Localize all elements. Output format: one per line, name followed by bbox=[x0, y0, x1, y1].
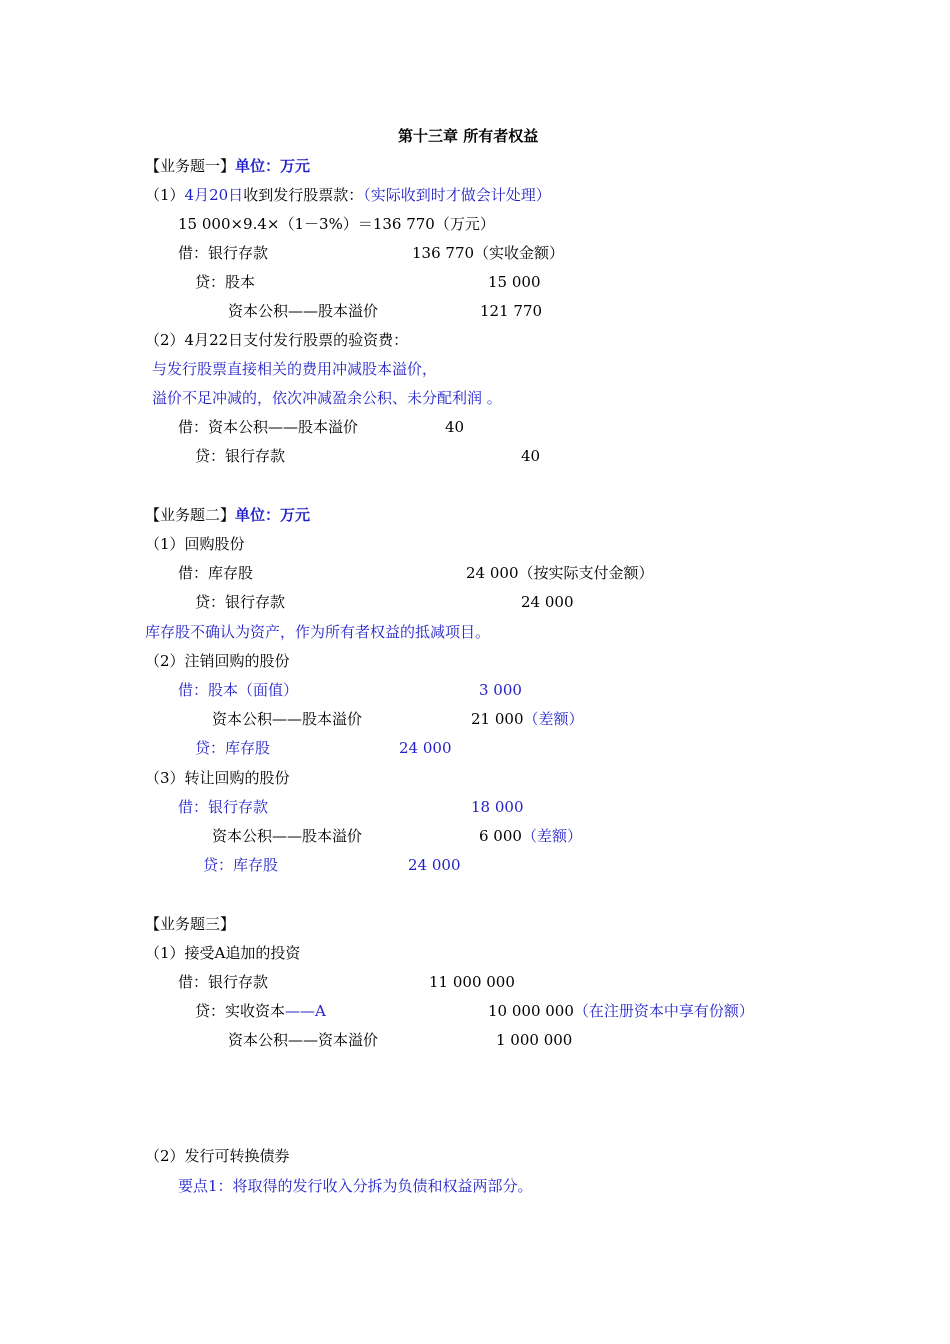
q1-item-1 bbox=[145, 185, 551, 205]
q1-entry2-debit-amount: 40 bbox=[445, 418, 465, 436]
q1-item-1-date: 4月20日 bbox=[184, 186, 244, 204]
q1-entry1-debit-label: 借：银行存款 bbox=[178, 244, 269, 262]
q1-entry1-credit1-label: 贷：股本 bbox=[195, 273, 256, 291]
q3-entry1-credit2-amount: 1 000 000 bbox=[496, 1031, 573, 1049]
q1-item-1-number: （1） bbox=[145, 186, 185, 204]
q2-header-unit: 单位：万元 bbox=[235, 506, 311, 524]
q1-note-2: 溢价不足冲减的，依次冲减盈余公积、未分配利润 。 bbox=[152, 389, 502, 407]
q2-entry3-debit2-value: 6 000 bbox=[479, 827, 522, 845]
q2-entry2-debit-amount: 3 000 bbox=[479, 681, 522, 699]
q1-header-unit: 单位：万元 bbox=[235, 157, 311, 175]
q3-entry1-debit-label: 借：银行存款 bbox=[178, 973, 269, 991]
q1-entry2-credit-label: 贷：银行存款 bbox=[195, 447, 286, 465]
q1-calculation: 15 000×9.4×（1－3%）＝136 770（万元） bbox=[178, 215, 495, 233]
q3-entry1-debit-amount: 11 000 000 bbox=[429, 973, 515, 991]
q1-entry1-credit2-label: 资本公积——股本溢价 bbox=[228, 302, 379, 320]
q3-point-1: 要点1：将取得的发行收入分拆为负债和权益两部分。 bbox=[178, 1177, 533, 1195]
q2-entry3-credit-label: 贷：库存股 bbox=[203, 856, 279, 874]
q2-entry3-debit-label: 借：银行存款 bbox=[178, 798, 269, 816]
q2-entry1-debit-amount: 24 000（按实际支付金额） bbox=[466, 564, 654, 582]
q2-item-1: （1）回购股份 bbox=[145, 535, 245, 553]
q1-entry1-credit1-amount: 15 000 bbox=[488, 273, 541, 291]
q1-header-bracket: 【业务题一】 bbox=[145, 157, 236, 175]
q2-item-2: （2）注销回购的股份 bbox=[145, 652, 290, 670]
q2-entry2-debit2-value: 21 000 bbox=[471, 710, 524, 728]
q2-header bbox=[145, 505, 310, 525]
q3-item-2: （2）发行可转换债券 bbox=[145, 1147, 290, 1165]
q3-header: 【业务题三】 bbox=[145, 915, 236, 933]
q1-item-1-text: 收到发行股票款： bbox=[243, 186, 364, 204]
q2-note: 库存股不确认为资产，作为所有者权益的抵减项目。 bbox=[145, 623, 491, 641]
q2-header-bracket: 【业务题二】 bbox=[145, 506, 236, 524]
q3-entry1-credit1-note: （在注册资本中享有份额） bbox=[573, 1002, 754, 1020]
q1-item-1-note: （实际收到时才做会计处理） bbox=[363, 186, 551, 204]
q2-entry2-credit-amount: 24 000 bbox=[399, 739, 452, 757]
q2-entry1-debit-label: 借：库存股 bbox=[178, 564, 254, 582]
q1-header bbox=[145, 156, 310, 176]
q1-entry2-debit-label: 借：资本公积——股本溢价 bbox=[178, 418, 359, 436]
q3-entry1-credit1-label bbox=[195, 1001, 326, 1021]
q2-entry2-debit2-note: （差额） bbox=[523, 710, 584, 728]
q2-entry3-credit-amount: 24 000 bbox=[408, 856, 461, 874]
q3-entry1-credit1-amount bbox=[488, 1001, 754, 1021]
q2-entry3-debit2-amount bbox=[479, 826, 582, 846]
q2-entry2-debit2-amount bbox=[471, 709, 584, 729]
q2-entry2-debit-label: 借：股本（面值） bbox=[178, 681, 299, 699]
q1-item-2: （2）4月22日支付发行股票的验资费： bbox=[145, 331, 409, 349]
q3-entry1-credit2-label: 资本公积——资本溢价 bbox=[228, 1031, 379, 1049]
q2-entry3-debit-amount: 18 000 bbox=[471, 798, 524, 816]
q2-entry3-debit2-label: 资本公积——股本溢价 bbox=[212, 827, 363, 845]
q1-note-1: 与发行股票直接相关的费用冲减股本溢价， bbox=[152, 360, 438, 378]
q2-entry3-debit2-note: （差额） bbox=[521, 827, 582, 845]
q3-entry1-credit1-subaccount: ——A bbox=[285, 1002, 326, 1020]
q3-item-1: （1）接受A追加的投资 bbox=[145, 944, 301, 962]
q1-entry1-debit-amount: 136 770（实收金额） bbox=[412, 244, 565, 262]
q1-entry2-credit-amount: 40 bbox=[521, 447, 541, 465]
q2-entry1-credit-amount: 24 000 bbox=[521, 593, 574, 611]
q2-entry1-credit-label: 贷：银行存款 bbox=[195, 593, 286, 611]
q2-item-3: （3）转让回购的股份 bbox=[145, 769, 290, 787]
q2-entry2-credit-label: 贷：库存股 bbox=[195, 739, 271, 757]
q1-entry1-credit2-amount: 121 770 bbox=[480, 302, 543, 320]
q3-entry1-credit1-value: 10 000 000 bbox=[488, 1002, 574, 1020]
q3-entry1-credit1-account: 贷：实收资本 bbox=[195, 1002, 286, 1020]
page-title: 第十三章 所有者权益 bbox=[398, 127, 539, 145]
q2-entry2-debit2-label: 资本公积——股本溢价 bbox=[212, 710, 363, 728]
